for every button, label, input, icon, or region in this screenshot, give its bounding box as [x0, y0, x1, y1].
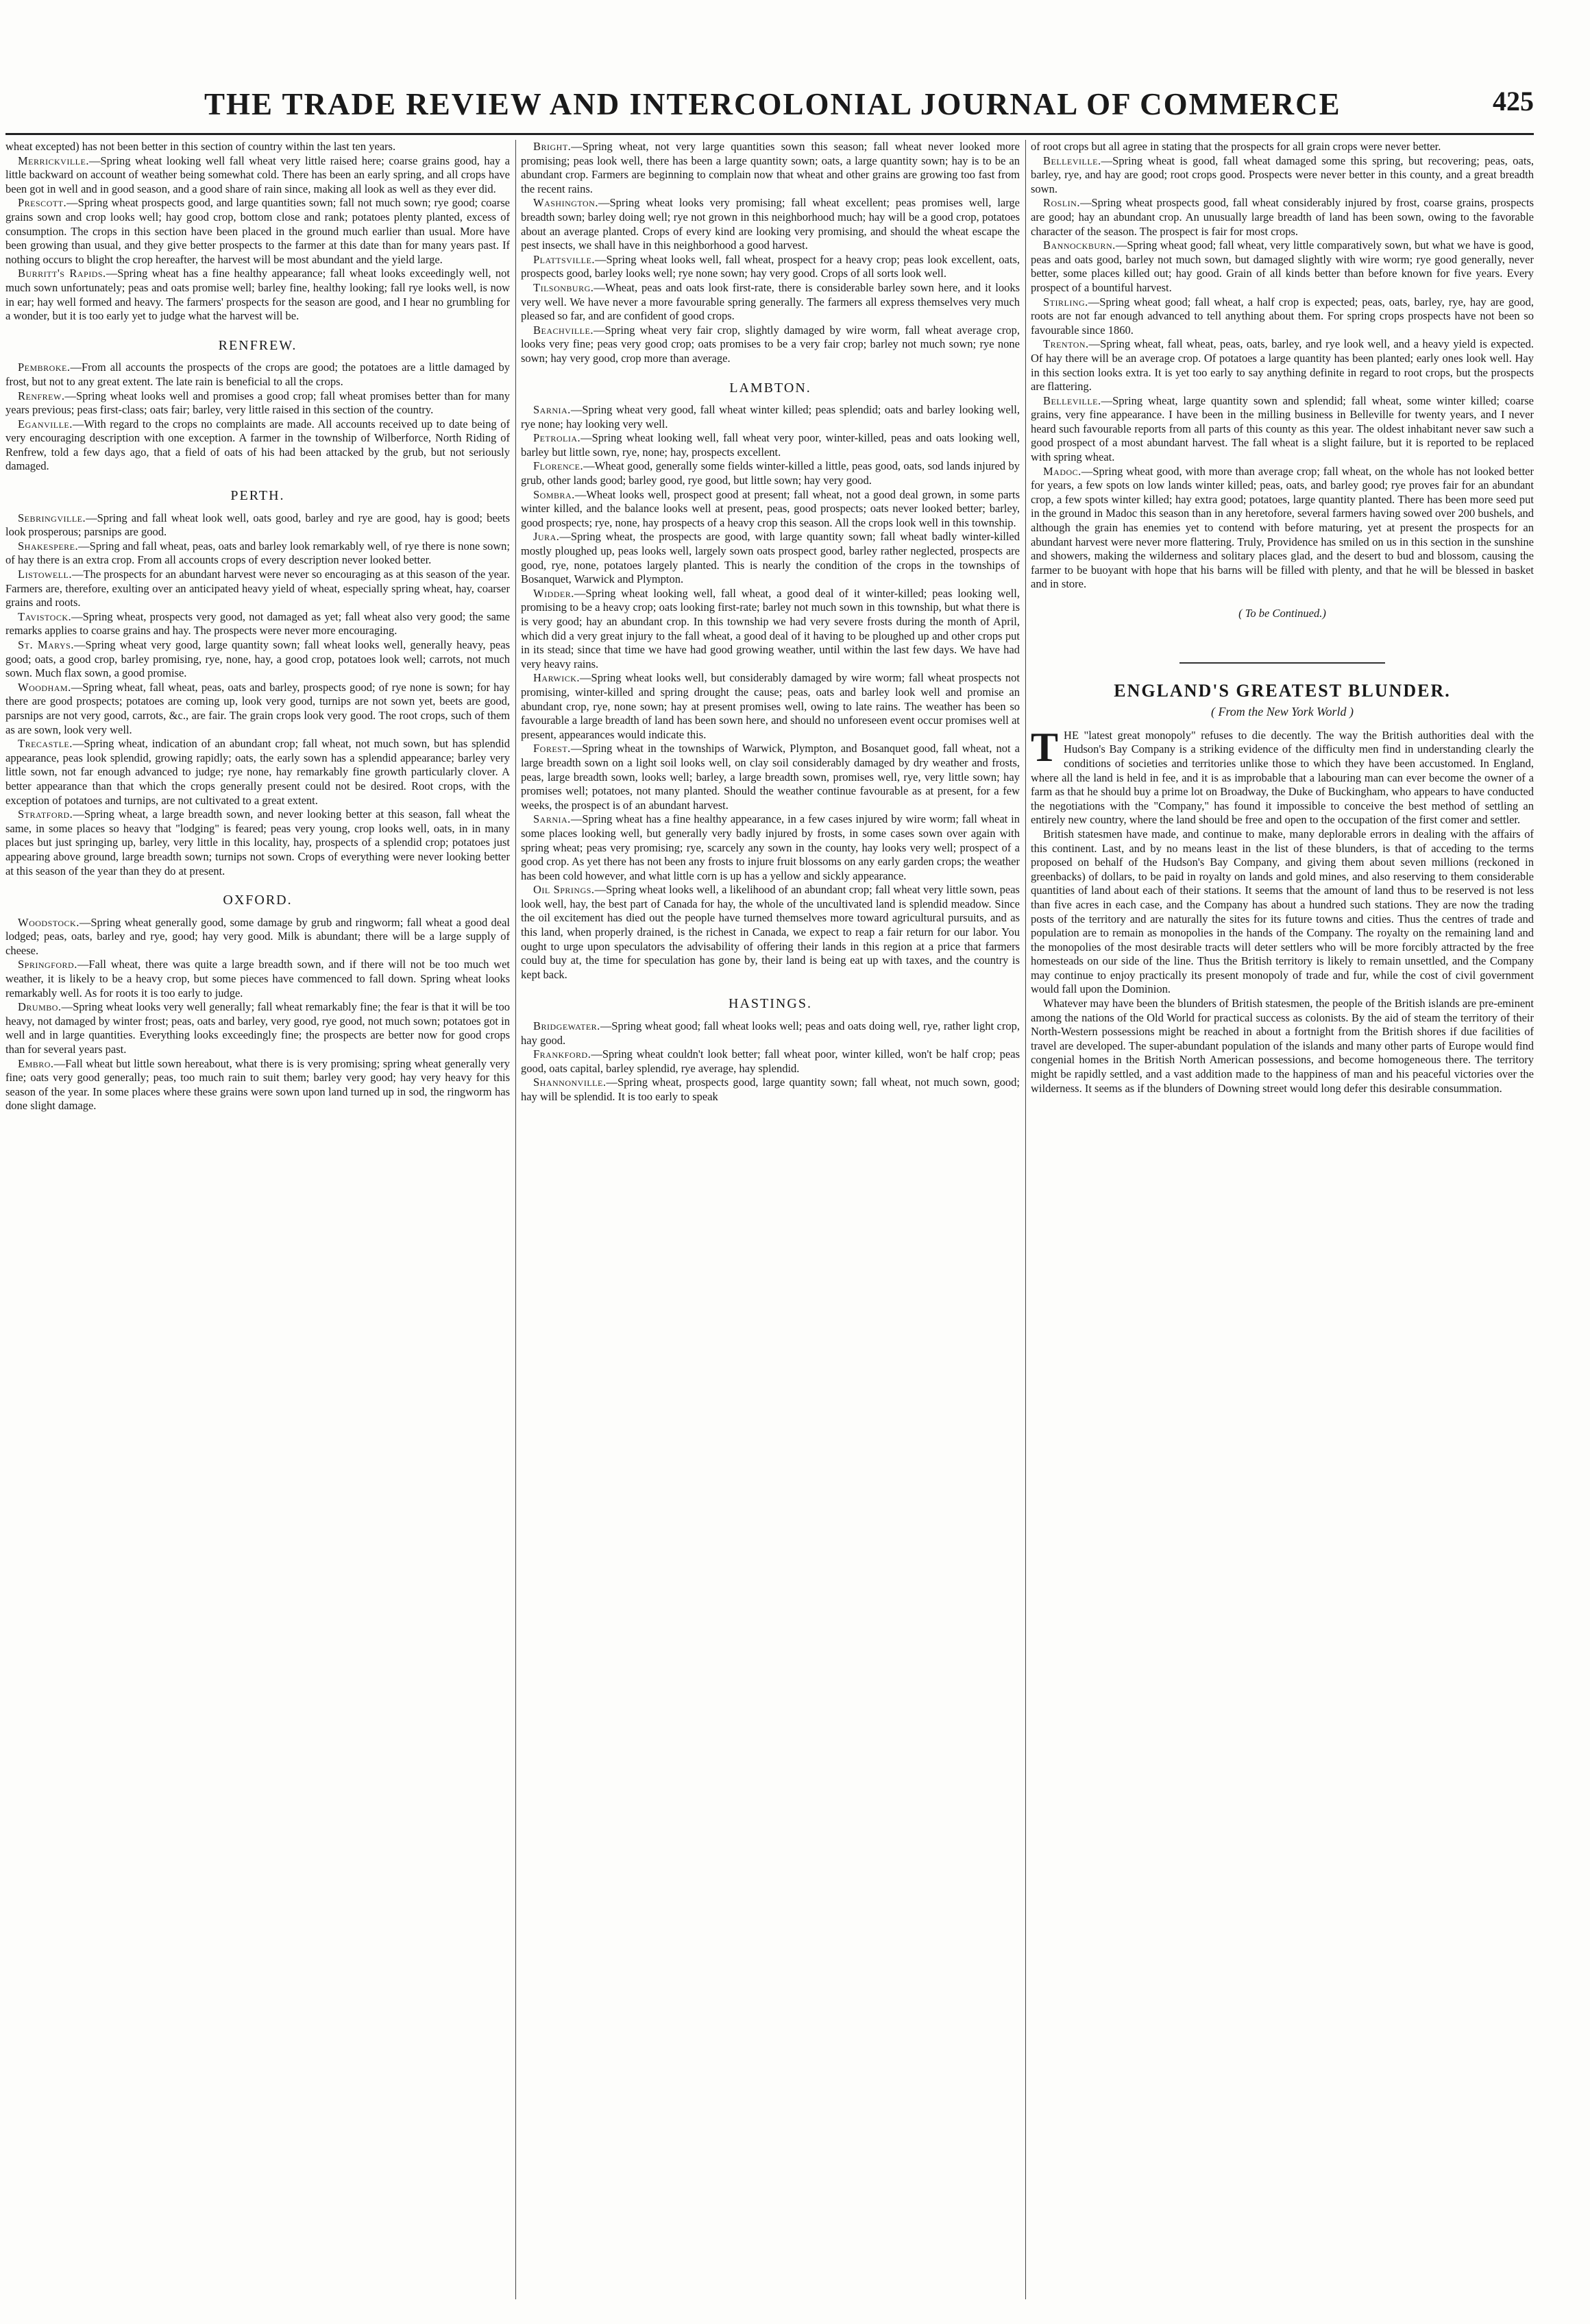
- place-name: Renfrew.: [18, 389, 65, 402]
- report-paragraph: Embro.—Fall wheat but little sown hereabout, what there is is very promising; spring wheat generally very fine; oats very good generally; peas, too much rain to suit them; barley very good; hay very heavy for this season of the year. In some places where these grains were sown upon land turned up in sod, the ringworm has done slight damage.: [5, 1056, 510, 1113]
- section-heading: RENFREW.: [218, 337, 297, 353]
- place-name: Roslin.: [1043, 196, 1080, 210]
- place-name: Bannockburn.: [1043, 239, 1116, 252]
- report-paragraph: Merrickville.—Spring wheat looking well fall wheat very little raised here; coarse grains good, hay a little backward on account of weather being somewhat cold. There has been an early spring, and all crops have been got in well and in good season, and a good share of rain since, making all look as well as they ever did.: [5, 154, 510, 195]
- report-paragraph: Florence.—Wheat good, generally some fields winter-killed a little, peas good, oats, sod lands injured by grub, other lands good; barley good, rye good, but little sown; hay very good.: [521, 459, 1020, 487]
- report-paragraph: Madoc.—Spring wheat good, with more than average crop; fall wheat, on the whole has not looked better for years, a few spots on low lands winter killed; peas, oats, and barley good; rye proves fair for an abundant crop, a few spots winter killed; hay extra good; potatoes, large quantity planted. There has been more seed put in the ground in Madoc this season than in any heretofore, several farmers having sowed over 200 bushels, and although the grain has enemies yet to contend with before maturing, yet at present the prospects for an abundant harvest were never more flattering. Truly, Providence has smiled on us in this section in the sunshine and showers, making the wilderness and solitary places glad, and the desert to bud and blossom, causing the farmer to be buoyant with hope that his barns will be filled with plenty, and that he will be blessed in basket and in store.: [1031, 464, 1534, 591]
- place-name: Frankford.: [533, 1048, 591, 1061]
- report-paragraph: Springford.—Fall wheat, there was quite a large breadth sown, and if there will not be too much wet weather, it is likely to be a heavy crop, but some pieces have commenced to fall down. Spring wheat looks remarkably well. As for roots it is too early to judge.: [5, 958, 510, 1000]
- place-name: Widder.: [533, 586, 574, 600]
- place-name: Shannonville.: [533, 1076, 607, 1089]
- report-paragraph: Roslin.—Spring wheat prospects good, fall wheat considerably injured by frost, coarse grains, prospects are good; hay an abundant crop. An unusually large breadth of land has been sown, owing to the favorable character of the season. The prospect is fair for most crops.: [1031, 196, 1534, 238]
- section-heading: LAMBTON.: [729, 380, 811, 396]
- place-name: Woodstock.: [18, 915, 80, 929]
- report-paragraph: Woodham.—Spring wheat, fall wheat, peas, oats and barley, prospects good; of rye none is sown; for hay there are good prospects; potatoes are coming up, look very good, turnips are not sown yet, beets are good, parsnips are not very good, carrots, &c., are fair. The grain crops look very good. The root crops, such of them as are sown, look very well.: [5, 680, 510, 736]
- place-name: Beachville.: [533, 323, 594, 337]
- place-name: Stirling.: [1043, 295, 1088, 308]
- place-name: Embro.: [18, 1056, 54, 1070]
- place-name: Drumbo.: [18, 1000, 62, 1014]
- column-1: [5, 140, 510, 2299]
- report-paragraph: Forest.—Spring wheat in the townships of Warwick, Plympton, and Bosanquet good, fall wheat, not a large breadth sown on a light soil looks well, on clay soil considerably damaged by dry weather and frosts, peas, large breadth sown, looks well; barley, a large breadth sown, promises well, rye, very little sown; hay promises well; potatoes, not many planted. Should the weather continue favourable as at present, for a few weeks, the prospect is of an abundant harvest.: [521, 742, 1020, 812]
- place-name: Belleville.: [1043, 394, 1101, 407]
- article-source: ( From the New York World ): [1210, 705, 1354, 719]
- place-name: Jura.: [533, 530, 560, 544]
- place-name: Pembroke.: [18, 361, 71, 374]
- place-name: Bridgewater.: [533, 1019, 600, 1033]
- place-name: St. Marys.: [18, 638, 74, 651]
- report-paragraph: Widder.—Spring wheat looking well, fall wheat, a good deal of it winter-killed; peas looking well, promising to be a heavy crop; oats looking first-rate; barley not much sown in this township, but what there is is very good; hay an abundant crop. In this township we had very severe frosts during the month of April, which did a very great injury to the fall wheat, a good deal of it having to be ploughed up and other crops put in its stead; since that time we have had good growing weather, until within the last few days. We have had very heavy rains.: [521, 586, 1020, 670]
- place-name: Springford.: [18, 958, 77, 971]
- report-paragraph: Plattsville.—Spring wheat looks well, fall wheat, prospect for a heavy crop; peas look excellent, oats, prospects good, barley looks well; rye none sown; hay very good. Crops of all sorts look well.: [521, 252, 1020, 280]
- article-title: ENGLAND'S GREATEST BLUNDER.: [1114, 680, 1451, 701]
- place-name: Sarnia.: [533, 812, 571, 826]
- report-paragraph: Sarnia.—Spring wheat very good, fall wheat winter killed; peas splendid; oats and barley looking well, rye none; hay looking very well.: [521, 403, 1020, 431]
- place-name: Florence.: [533, 459, 584, 473]
- report-paragraph: Sebringville.—Spring and fall wheat look well, oats good, barley and rye are good, hay is good; beets look prosperous; parsnips are good.: [5, 511, 510, 539]
- place-name: Shakespere.: [18, 539, 79, 553]
- place-name: Trecastle.: [18, 737, 73, 751]
- section-heading: OXFORD.: [223, 893, 293, 908]
- article-paragraph: British statesmen have made, and continue to make, many deplorable errors in dealing with the affairs of this continent. Last, and by no means least in the list of these blunders, is that of acceding to the terms proposed on behalf of the Hudson's Bay Company, and giving them about seven millions (reckoned in greenbacks) of dollars, to be paid in royalty on lands and gold mines, and also reserving to them considerable quantities of land about each of their stations. It seems that the amount of land thus to be reserved is not less than five acres in each case, and the Company has about a hundred such stations. They are now the trading posts of the territory and are naturally the sites for its future towns and cities. Thus the centres of trade and population are to remain as monopolies in the hands of the Company. The royalty on the remaining land and the monopolies of the most desirable tracts will deter settlers who will be more forcibly attracted by the free homesteads on our side of the line. Thus the British territory is likely to remain unsettled, and the Company may continue to enjoy practically its present monopoly of trade and fur, while the cost of civil government would fall upon the Dominion.: [1031, 827, 1534, 996]
- page-header: [5, 81, 1534, 125]
- report-paragraph: Sombra.—Wheat looks well, prospect good at present; fall wheat, not a good deal grown, in some parts winter killed, and the balance looks well at present, peas, good prospects; oats never looked better; barley, good prospects; rye, none, hay prospects of a heavy crop this season. All the crops look well in this township.: [521, 487, 1020, 529]
- place-name: Forest.: [533, 742, 571, 755]
- report-paragraph: Stratford.—Spring wheat, a large breadth sown, and never looking better at this season, fall wheat the same, in some places so heavy that "lodging" is feared; peas very young, crop looks well, oats, in in many places but just springing up, barley, very little in this locality, hay, prospects of a splendid crop; potatoes just appearing above ground, large breadth sown; turnips not sown. Crops of everything were never looking better at this season of the year than they do at present.: [5, 808, 510, 877]
- report-paragraph: Stirling.—Spring wheat good; fall wheat, a half crop is expected; peas, oats, barley, rye, hay are good, roots are not far enough advanced to tell anything about them. For spring crops prospects have not been so favourable since 1860.: [1031, 295, 1534, 337]
- report-paragraph: Belleville.—Spring wheat is good, fall wheat damaged some this spring, but recovering; peas, oats, barley, rye, and hay are good; root crops good. Prospects were never better in this county, and a great breadth sown.: [1031, 154, 1534, 195]
- report-paragraph: Oil Springs.—Spring wheat looks well, a likelihood of an abundant crop; fall wheat very little sown, peas look well, hay, the best part of Canada for hay, the whole of the uncultivated land is splendid meadow. Since the oil excitement has died out the people have turned themselves more toward agricultural pursuits, and as this land, when properly drained, is the richest in Canada, we expect to reap a fair return for our labor. You ought to urge upon speculators the advisability of offering their lands in this region at a price that farmers could buy at, the time for speculation has gone by, their land is being eat up with taxes, and the country is kept back.: [521, 883, 1020, 981]
- report-paragraph: Petrolia.—Spring wheat looking well, fall wheat very poor, winter-killed, peas and oats looking well, barley but little sown, rye, none; hay, prospects excellent.: [521, 431, 1020, 459]
- to-be-continued: ( To be Continued.): [1238, 607, 1326, 620]
- report-paragraph: Frankford.—Spring wheat couldn't look better; fall wheat poor, winter killed, won't be half crop; peas good, oats capital, barley splendid, rye average, hay splendid.: [521, 1048, 1020, 1075]
- place-name: Sarnia.: [533, 403, 571, 417]
- column-2: [521, 140, 1020, 2299]
- report-paragraph: Trecastle.—Spring wheat, indication of an abundant crop; fall wheat, not much sown, but has splendid appearance, peas look splendid, growing rapidly; oats, the early sown has a splendid appearance; barley very little sown, not far enough advanced to judge; rye none, hay remarkably fine growth particularly clover. A better appearance than that which the crops generally present could not be desired. Root crops, with the exception of potatoes and turnips, are not cultivated to a great extent.: [5, 737, 510, 807]
- place-name: Harwick.: [533, 671, 580, 685]
- place-name: Stratford.: [18, 808, 73, 821]
- columns: [5, 140, 1534, 2299]
- report-paragraph: Washington.—Spring wheat looks very promising; fall wheat excellent; peas promises well, large breadth sown; barley doing well; rye not grown in this neighborhood much; hay will be a good crop, potatoes about an average planted. Crops of every kind are looking very promising, and should the wheat escape the pest insects, we shall have in this neighborhood a good harvest.: [521, 196, 1020, 252]
- section-heading: PERTH.: [230, 488, 285, 504]
- report-paragraph: Bridgewater.—Spring wheat good; fall wheat looks well; peas and oats doing well, rye, rather light crop, hay good.: [521, 1019, 1020, 1047]
- column-divider: [515, 140, 516, 2299]
- report-paragraph: Bright.—Spring wheat, not very large quantities sown this season; fall wheat never looked more promising; peas look well, there has been a large quantity sown; oats, a large quantity sown; hay is to be an abundant crop. Farmers are beginning to complain now that wheat and other grains are growing too fast from the recent rains.: [521, 140, 1020, 195]
- report-paragraph: Drumbo.—Spring wheat looks very well generally; fall wheat remarkably fine; the fear is that it will be too heavy, not damaged by winter frost; peas, oats and barley, very good, rye good, not much sown; potatoes got in well and in large quantities. Everything looks exceedingly fine; the prospects are better now for good crops than for several years past.: [5, 1000, 510, 1056]
- place-name: Woodham.: [18, 680, 71, 694]
- report-paragraph: Shannonville.—Spring wheat, prospects good, large quantity sown; fall wheat, not much sown, good; hay will be splendid. It is too early to speak: [521, 1076, 1020, 1103]
- article-divider: [1179, 662, 1385, 664]
- place-name: Plattsville.: [533, 252, 595, 266]
- paragraph: wheat excepted) has not been better in this section of country within the last ten years.: [5, 140, 396, 153]
- place-name: Oil Springs.: [533, 883, 595, 897]
- report-paragraph: Burritt's Rapids.—Spring wheat has a fine healthy appearance; fall wheat looks exceedingly well, not much sown unfortunately; peas and oats promise well; barley fine, healthy looking; fall rye looks well, is now in ear; hay well formed and heavy. The farmers' prospects for the season are good, and I hear no grumbling for a wonder, but it is too early yet to judge what the harvest will be.: [5, 267, 510, 323]
- header-rule: [5, 133, 1534, 135]
- place-name: Tavistock.: [18, 609, 72, 623]
- place-name: Eganville.: [18, 417, 73, 431]
- place-name: Madoc.: [1043, 464, 1081, 478]
- place-name: Petrolia.: [533, 431, 581, 445]
- section-heading: HASTINGS.: [729, 996, 812, 1012]
- report-paragraph: Renfrew.—Spring wheat looks well and promises a good crop; fall wheat promises better than for many years previous; peas first-class; oats fair; barley, very little raised in this section of the country.: [5, 389, 510, 417]
- report-paragraph: Jura.—Spring wheat, the prospects are good, with large quantity sown; fall wheat badly winter-killed mostly ploughed up, peas looks well, largely sown oats prospect good, barley rather neglected, prospects are good, rye, none, potatoes largely planted. This is nearly the condition of the crops in the townships of Bosanquet, Warwick and Plympton.: [521, 530, 1020, 586]
- place-name: Prescott.: [18, 196, 67, 210]
- report-paragraph: Tavistock.—Spring wheat, prospects very good, not damaged as yet; fall wheat also very good; the same remarks applies to coarse grains and hay. The prospects were never more encouraging.: [5, 609, 510, 638]
- report-paragraph: Pembroke.—From all accounts the prospects of the crops are good; the potatoes are a little damaged by frost, but not to any great extent. The late rain is beneficial to all the crops.: [5, 361, 510, 388]
- place-name: Trenton.: [1043, 337, 1089, 351]
- column-3: [1031, 140, 1534, 2299]
- drop-cap: T: [1031, 724, 1059, 770]
- report-paragraph: Harwick.—Spring wheat looks well, but considerably damaged by wire worm; fall wheat prospects not promising, winter-killed and spring drought the cause; peas, oats and barley look well and promise an abundant crop, rye, none sown; hay at present promises well, owing to late rains. The weather has been so favourable a large breadth of land has been sown here, and should no unforeseen event occur promises well at present, appearances would indicate this.: [521, 671, 1020, 741]
- place-name: Tilsonburg.: [533, 280, 594, 294]
- place-name: Bright.: [533, 140, 572, 153]
- report-paragraph: Sarnia.—Spring wheat has a fine healthy appearance, in a few cases injured by wire worm; fall wheat in some places looking well, but generally very badly injured by frosts, in some cases sown over again with spring wheat; peas very promising; rye, scarcely any sown in the county, hay looks very well; prospect of a good crop. As yet there has not been any frosts to injure fruit blossoms on any early garden crops; the weather has been cold however, and what little corn is up has a yellow and sickly appearance.: [521, 812, 1020, 882]
- report-paragraph: Bannockburn.—Spring wheat good; fall wheat, very little comparatively sown, but what we have is good, peas and oats good, barley not much sown, but damaged slightly with wire worm; rye good generally, never better, some places killed out; hay good. Grain of all kinds better than before known for five years. Every prospect of a bountiful harvest.: [1031, 239, 1534, 294]
- report-paragraph: Shakespere.—Spring and fall wheat, peas, oats and barley look remarkably well, of rye there is none sown; of hay there is an extra crop. From all accounts crops of every description never looked better.: [5, 539, 510, 567]
- place-name: Sebringville.: [18, 511, 86, 524]
- place-name: Burritt's Rapids.: [18, 267, 106, 280]
- paragraph: of root crops but all agree in stating that the prospects for all grain crops were never better.: [1031, 140, 1441, 153]
- place-name: Belleville.: [1043, 154, 1101, 167]
- report-paragraph: Belleville.—Spring wheat, large quantity sown and splendid; fall wheat, some winter killed; coarse grains, very fine appearance. I have been in the milling business in Belleville for twenty years, and I never heard such favourable reports from all parts of this county as this year. The oldest inhabitant never saw such a good prospect of a most abundant harvest. The fall wheat is a slight failure, but it is reported to be replaced with spring wheat.: [1031, 394, 1534, 464]
- report-paragraph: Tilsonburg.—Wheat, peas and oats look first-rate, there is considerable barley sown here, and it looks very well. We have never a more favourable spring generally. The farmers all express themselves very much pleased so far, and are confident of good crops.: [521, 280, 1020, 323]
- report-paragraph: Woodstock.—Spring wheat generally good, some damage by grub and ringworm; fall wheat a good deal lodged; peas, oats, barley and rye, good; hay very good. Milk is abundant; there will be a large supply of cheese.: [5, 915, 510, 957]
- page-number: 425: [1493, 86, 1534, 117]
- place-name: Listowell.: [18, 568, 72, 581]
- place-name: Sombra.: [533, 487, 575, 501]
- article-paragraph: Whatever may have been the blunders of British statesmen, the people of the British islands are pre-eminent among the nations of the Old World for practical success as colonists. By the aid of steam the territory of their North-Western possessions might be reached in about a fortnight from the British shores if due facilities of travel are developed. The super-abundant population of the islands and many other parts of Europe would find congenial homes in the British North American possessions, and become homogeneous there. The territory might be rapidly settled, and a vast addition made to the happiness of man and his peaceful victories over the wilderness. It seems as if the blunders of Downing street would long defer this desirable consummation.: [1031, 997, 1534, 1095]
- report-paragraph: Eganville.—With regard to the crops no complaints are made. All accounts received up to date being of very encouraging description with one exception. A farmer in the township of Wilberforce, North Riding of Renfrew, told a few days ago, that a field of oats of his had been attacked by the grub, but not seriously damaged.: [5, 417, 510, 473]
- place-name: Merrickville.: [18, 154, 89, 167]
- report-paragraph: Beachville.—Spring wheat very fair crop, slightly damaged by wire worm, fall wheat average crop, looks very fine; peas very good crop; oats promises to be a very fair crop; barley not much sown; rye none sown; hay very good, crop more than average.: [521, 323, 1020, 365]
- article-paragraph: THE "latest great monopoly" refuses to die decently. The way the British authorities deal with the Hudson's Bay Company is a striking evidence of the difficulty men find in understanding clearly the conditions of societies and territories unlike those to which they have been accustomed. In England, where all the land is held in fee, and it is as improbable that a labouring man can ever become the owner of a farm as that he should buy a prime lot on Broadway, the Duke of Buckingham, who appears to have conducted the negotiations with the "Company," has found it impossible to conceive the best method of settling an entirely new country, where the land should be free and open to the occupation of the first comer and settler.: [1031, 724, 1534, 827]
- report-paragraph: Trenton.—Spring wheat, fall wheat, peas, oats, barley, and rye look well, and a heavy yield is expected. Of hay there will be an average crop. Of potatoes a large quantity has been planted; early ones look well. Hay in this section looks extra. It is yet too early to say anything definite in regard to root crops, but the prospects are flattering.: [1031, 337, 1534, 394]
- journal-title: THE TRADE REVIEW AND INTERCOLONIAL JOURNAL OF COMMERCE: [204, 87, 1341, 121]
- report-paragraph: Prescott.—Spring wheat prospects good, and large quantities sown; fall not much sown; rye good; coarse grains sown and crop looks well; hay good crop, bottom close and rank; potatoes plenty planted, excess of consumption. The crops in this section have been placed in the ground much earlier than usual. More have been growing than usual, and they give better prospects to the farmer at this date than for many years past. If nothing occurs to blight the crop hereafter, the harvest will be most abundant and the yield large.: [5, 196, 510, 266]
- report-paragraph: Listowell.—The prospects for an abundant harvest were never so encouraging as at this season of the year. Farmers are, therefore, exulting over an anticipated heavy yield of wheat, especially spring wheat, hay, coarser grains and roots.: [5, 568, 510, 609]
- report-paragraph: St. Marys.—Spring wheat very good, large quantity sown; fall wheat looks well, generally heavy, peas good; oats, a good crop, barley promising, rye, none, hay, a good crop, potatoes look well; carrots, not much sown. Much flax sown, a good promise.: [5, 638, 510, 680]
- column-divider: [1025, 140, 1026, 2299]
- place-name: Washington.: [533, 196, 598, 210]
